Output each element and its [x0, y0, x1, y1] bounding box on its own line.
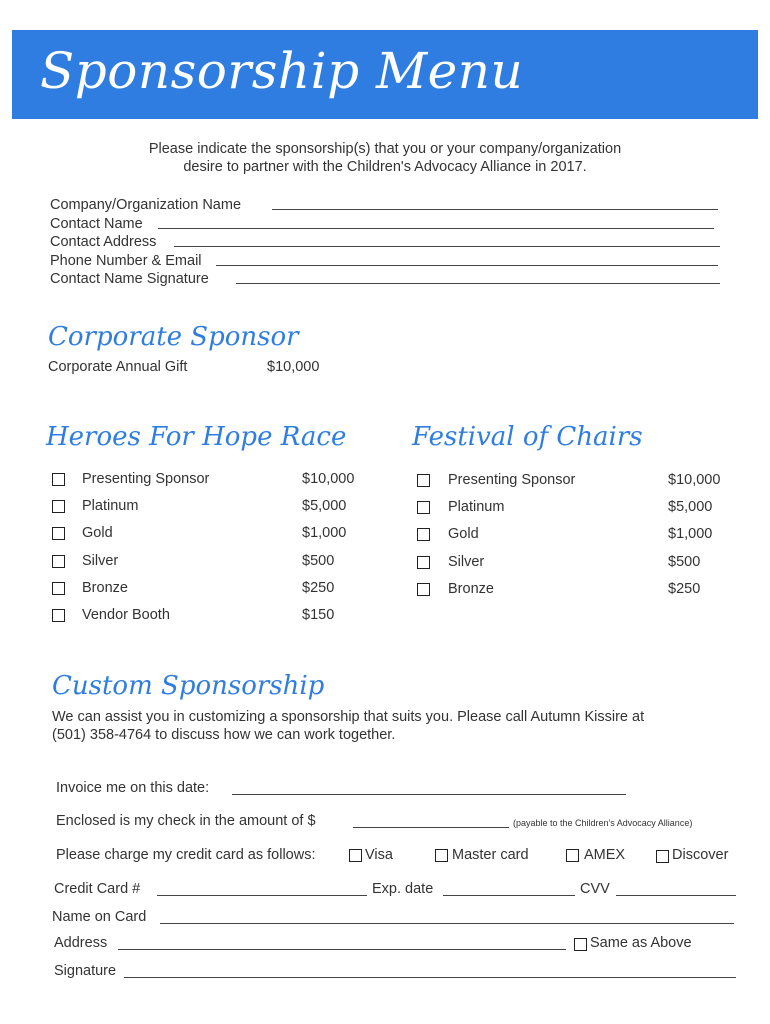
- heroes-silver-checkbox[interactable]: [52, 555, 65, 568]
- contact-info-section: [50, 196, 720, 289]
- card-option-label: Master card: [452, 847, 529, 863]
- cvv-field[interactable]: [616, 895, 736, 896]
- card-option-label: AMEX: [584, 847, 626, 863]
- festival-gold-checkbox[interactable]: [417, 528, 430, 541]
- heroes-item-amount: $150: [302, 607, 335, 623]
- intro-line-2: desire to partner with the Children's Advocacy Alliance in 2017.: [183, 159, 587, 175]
- heroes-item-label: Platinum: [82, 498, 139, 514]
- festival-platinum-checkbox[interactable]: [417, 501, 430, 514]
- card-option-label: Discover: [672, 847, 729, 863]
- festival-item-label: Bronze: [448, 581, 494, 597]
- name-on-card-label: Name on Card: [52, 909, 147, 925]
- visa-checkbox[interactable]: [349, 849, 362, 862]
- header-banner: [12, 30, 758, 119]
- check-amount-label: Enclosed is my check in the amount of $: [56, 813, 316, 829]
- heroes-item-label: Silver: [82, 553, 119, 569]
- contact-name-field[interactable]: [158, 228, 714, 229]
- heroes-item-amount: $500: [302, 553, 335, 569]
- heroes-item-amount: $250: [302, 580, 335, 596]
- intro-line-1: Please indicate the sponsorship(s) that you or your company/organization: [148, 141, 622, 157]
- heroes-item-amount: $5,000: [302, 498, 347, 514]
- festival-item-amount: $10,000: [668, 472, 721, 488]
- same-as-above-checkbox[interactable]: [574, 938, 587, 951]
- custom-sponsorship-heading: Custom Sponsorship: [52, 671, 325, 701]
- contact-signature-field[interactable]: [236, 283, 720, 284]
- custom-text-line-1: We can assist you in customizing a sponsorship that suits you. Please call Autumn Kissire at: [52, 709, 645, 725]
- invoice-label: Invoice me on this date:: [56, 780, 210, 796]
- heroes-vendor-booth-checkbox[interactable]: [52, 609, 65, 622]
- heroes-race-heading: Heroes For Hope Race: [46, 422, 347, 452]
- same-as-above-label: Same as Above: [590, 935, 692, 951]
- heroes-item-label: Bronze: [82, 580, 128, 596]
- signature-field[interactable]: [124, 977, 736, 978]
- address-field[interactable]: [118, 949, 566, 950]
- heroes-platinum-checkbox[interactable]: [52, 500, 65, 513]
- signature-label: Signature: [54, 963, 117, 979]
- intro-text: [0, 140, 770, 176]
- heroes-bronze-checkbox[interactable]: [52, 582, 65, 595]
- heroes-presenting-checkbox[interactable]: [52, 473, 65, 486]
- festival-item-label: Platinum: [448, 499, 505, 515]
- festival-item-label: Silver: [448, 554, 485, 570]
- cvv-label: CVV: [580, 881, 610, 897]
- festival-item-amount: $250: [668, 581, 701, 597]
- contact-signature-label: Contact Name Signature: [50, 271, 209, 287]
- check-payable-note: (payable to the Children's Advocacy Alliance): [513, 818, 693, 828]
- contact-address-field[interactable]: [174, 246, 720, 247]
- festival-chairs-heading: Festival of Chairs: [412, 422, 643, 452]
- card-option-label: Visa: [365, 847, 393, 863]
- contact-address-label: Contact Address: [50, 234, 157, 250]
- corporate-sponsor-heading: Corporate Sponsor: [48, 322, 299, 352]
- festival-bronze-checkbox[interactable]: [417, 583, 430, 596]
- festival-item-label: Presenting Sponsor: [448, 472, 576, 488]
- card-number-label: Credit Card #: [54, 881, 141, 897]
- heroes-item-label: Gold: [82, 525, 113, 541]
- heroes-item-label: Presenting Sponsor: [82, 471, 210, 487]
- check-amount-field[interactable]: [353, 827, 509, 828]
- corporate-gift-label: Corporate Annual Gift: [48, 359, 188, 375]
- heroes-item-amount: $1,000: [302, 525, 347, 541]
- amex-checkbox[interactable]: [566, 849, 579, 862]
- corporate-gift-amount: $10,000: [267, 359, 320, 375]
- discover-checkbox[interactable]: [656, 850, 669, 863]
- heroes-item-amount: $10,000: [302, 471, 355, 487]
- page-title: Sponsorship Menu: [40, 42, 524, 100]
- company-name-field[interactable]: [272, 209, 718, 210]
- custom-text-line-2: (501) 358-4764 to discuss how we can work together.: [52, 727, 396, 743]
- heroes-item-label: Vendor Booth: [82, 607, 170, 623]
- card-number-field[interactable]: [157, 895, 367, 896]
- name-on-card-field[interactable]: [160, 923, 734, 924]
- exp-date-field[interactable]: [443, 895, 575, 896]
- festival-item-amount: $5,000: [668, 499, 713, 515]
- address-label: Address: [54, 935, 108, 951]
- festival-item-amount: $500: [668, 554, 701, 570]
- mastercard-checkbox[interactable]: [435, 849, 448, 862]
- exp-date-label: Exp. date: [372, 881, 434, 897]
- credit-card-charge-label: Please charge my credit card as follows:: [56, 847, 316, 863]
- phone-email-field[interactable]: [216, 265, 718, 266]
- festival-silver-checkbox[interactable]: [417, 556, 430, 569]
- festival-presenting-checkbox[interactable]: [417, 474, 430, 487]
- heroes-gold-checkbox[interactable]: [52, 527, 65, 540]
- phone-email-label: Phone Number & Email: [50, 252, 202, 269]
- festival-item-amount: $1,000: [668, 526, 713, 542]
- company-name-label: Company/Organization Name: [50, 197, 242, 213]
- invoice-date-field[interactable]: [232, 794, 626, 795]
- festival-item-label: Gold: [448, 526, 479, 542]
- contact-name-label: Contact Name: [50, 215, 143, 232]
